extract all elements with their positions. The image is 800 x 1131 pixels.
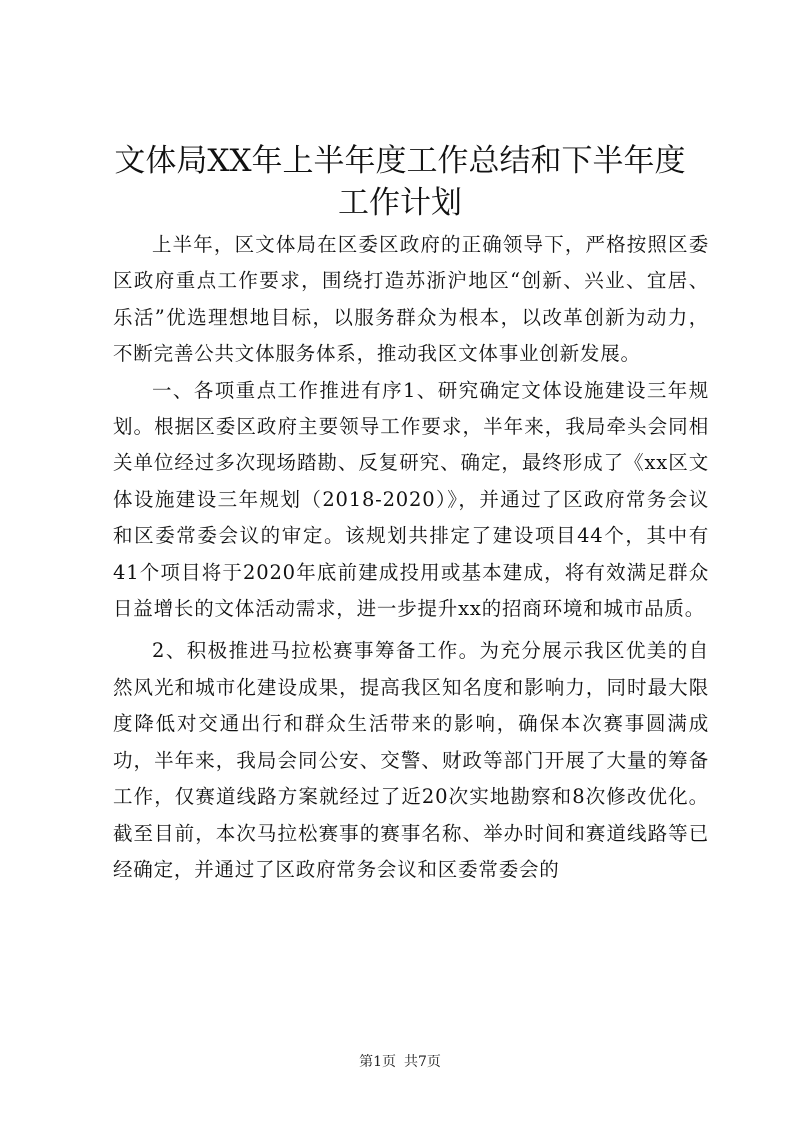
paragraph-section-2: 2、积极推进马拉松赛事筹备工作。为充分展示我区优美的自然风光和城市化建设成果，提高我区知名度和影响力，同时最大限度降低对交通出行和群众生活带来的影响，确保本次赛事圆满成功，半年来，我局会同公安、交警、财政等部门开展了大量的筹备工作，仅赛道线路方案就经过了近20次实地勘察和8次修改优化。截至目前，本次马拉松赛事的赛事名称、举办时间和赛道线路等已经确定，并通过了区政府常务会议和区委常委会的 — [113, 639, 709, 881]
page-number: 第1页 — [359, 1054, 396, 1070]
page-total: 共7页 — [404, 1054, 441, 1070]
document-title: 文体局XX年上半年度工作总结和下半年度工作计划 — [114, 143, 686, 221]
paragraph-intro: 上半年，区文体局在区委区政府的正确领导下，严格按照区委区政府重点工作要求，围绕打造苏浙沪地区“创新、兴业、宜居、乐活”优选理想地目标，以服务群众为根本，以改革创新为动力，不断完善公共文体服务体系，推动我区文体事业创新发展。 — [113, 233, 709, 366]
document-body — [113, 227, 709, 888]
paragraph-section-1: 一、各项重点工作推进有序1、研究确定文体设施建设三年规划。根据区委区政府主要领导工作要求，半年来，我局牵头会同相关单位经过多次现场踏勘、反复研究、确定，最终形成了《xx区文体设施建设三年规划（2018-2020）》，并通过了区政府常务会议和区委常委会议的审定。该规划共排定了建设项目44个，其中有41个项目将于2020年底前建成投用或基本建成，将有效满足群众日益增长的文体活动需求，进一步提升xx的招商环境和城市品质。 — [113, 378, 709, 621]
page-footer — [0, 1052, 800, 1072]
